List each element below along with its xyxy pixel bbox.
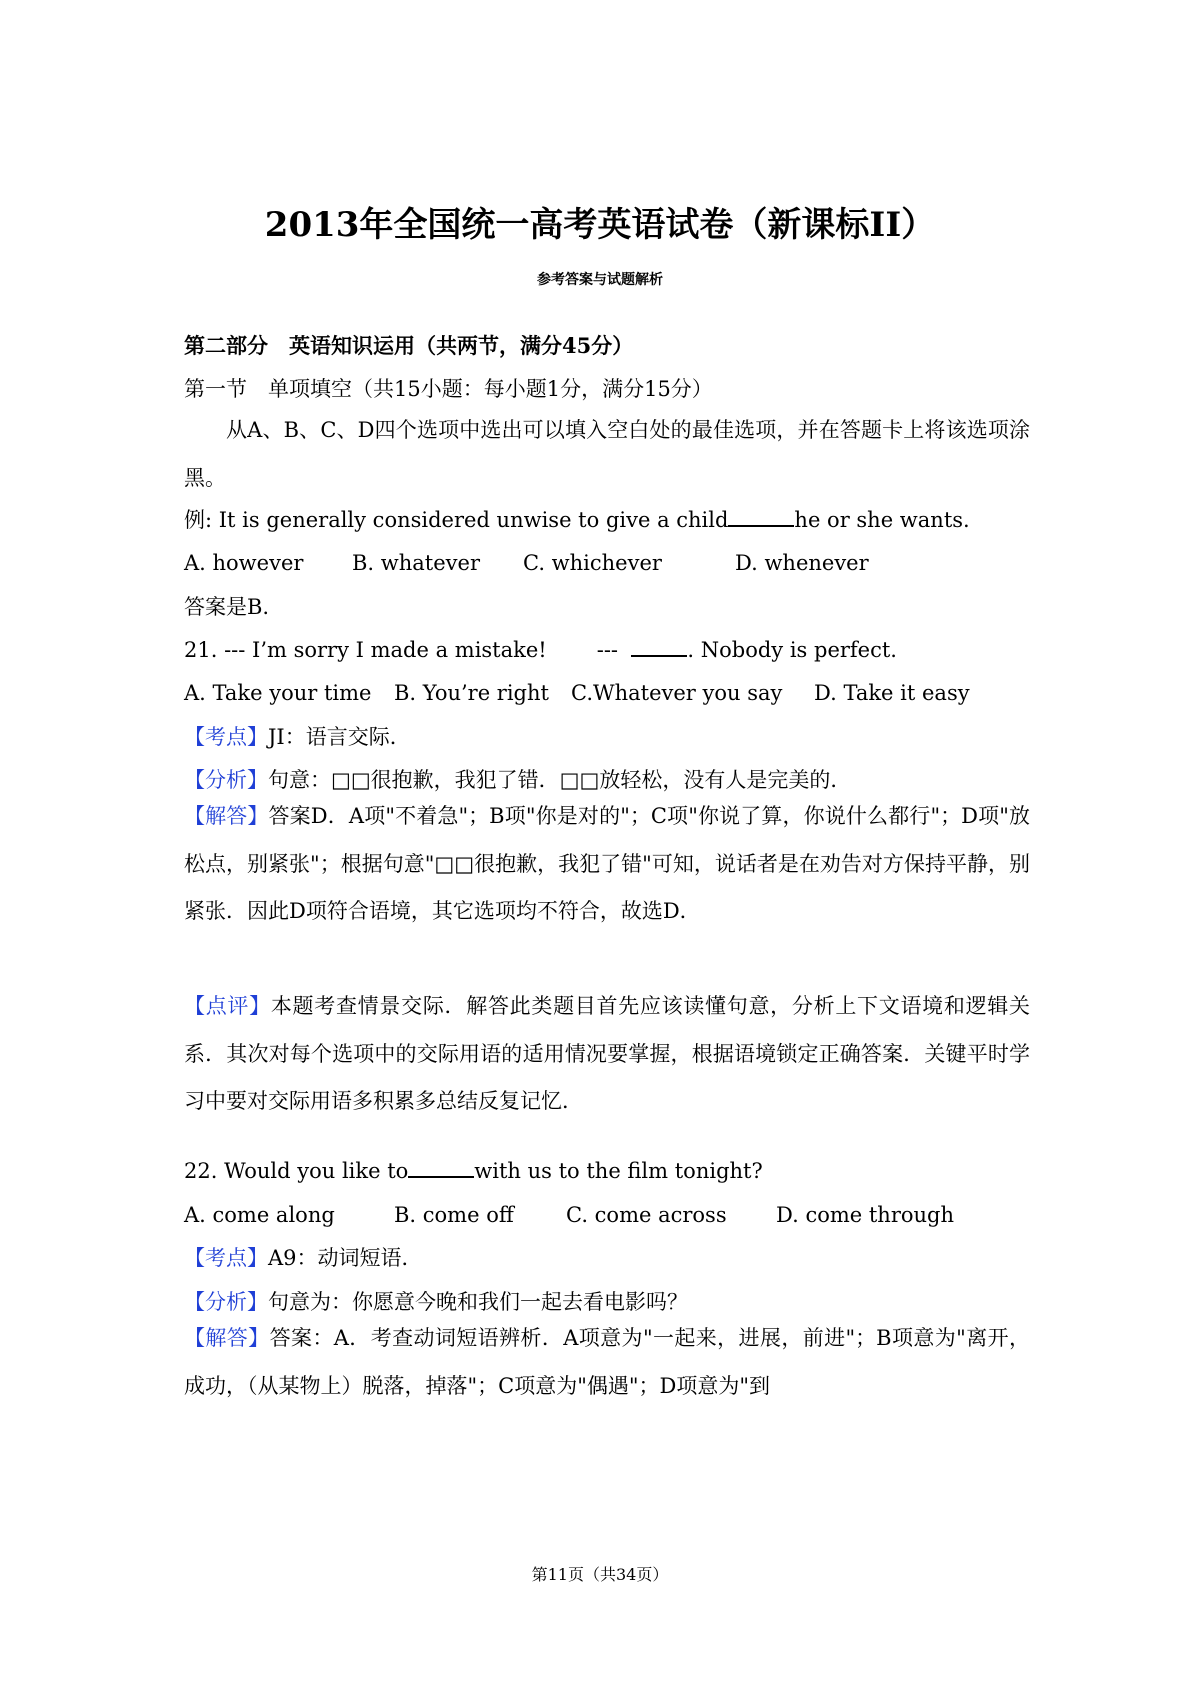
q21-option-a: A. Take your time [184,681,372,705]
kaodian-tag: 【考点】 [184,725,268,749]
answer-blank [408,1156,474,1178]
q21-stem-dash: --- [596,638,619,662]
example-option-a: A. however [184,551,304,575]
q21-stem-end: . Nobody is perfect. [687,638,897,662]
q21-fenxi [184,765,851,795]
example-answer: 答案是B. [184,595,270,619]
jieda-tag: 【解答】 [184,804,269,828]
q22-stem-end: with us to the film tonight? [474,1159,763,1183]
q22-jieda-text: 答案：A．考查动词短语辨析．A项意为"一起来，进展，前进"；B项意为"离开，成功，（从某物上）脱落，掉落"；C项意为"偶遇"；D项意为"到 [184,1326,1030,1398]
q21-option-c: C.Whatever you say [571,681,783,705]
q21-jieda-text: 答案D．A项"不着急"；B项"你是对的"；C项"你说了算，你说什么都行"；D项"放松点，别紧张"；根据句意"□□很抱歉，我犯了错"可知，说话者是在劝告对方保持平静，别紧张．因此D项符合语境，其它选项均不符合，故选D． [184,804,1030,923]
q22-fenxi-text: 句意为：你愿意今晚和我们一起去看电影吗？ [268,1290,688,1314]
q21-stem-start: 21. --- I’m sorry I made a mistake! [184,638,547,662]
q22-option-a: A. come along [184,1203,335,1227]
example-stem-start: 例: It is generally considered unwise to give a child [184,508,729,532]
q21-jieda [184,793,1030,936]
q22-jieda [184,1315,1030,1410]
subsection-heading: 第一节 单项填空（共15小题：每小题1分，满分15分） [184,377,713,401]
q21-dianping-text: 本题考查情景交际．解答此类题目首先应该读懂句意，分析上下文语境和逻辑关系．其次对每个选项中的交际用语的适用情况要掌握，根据语境锁定正确答案．关键平时学习中要对交际用语多积累多总结反复记忆． [184,994,1030,1113]
page-footer: 第11页（共34页） [531,1565,669,1584]
page-subtitle: 参考答案与试题解析 [537,272,663,288]
q21-fenxi-text: 句意：□□很抱歉，我犯了错．□□放轻松，没有人是完美的． [268,768,852,792]
jieda-tag: 【解答】 [184,1326,270,1350]
example-option-c: C. whichever [523,551,662,575]
q21-dianping [184,983,1030,1126]
fenxi-tag: 【分析】 [184,768,268,792]
q22-stem-start: 22. Would you like to [184,1159,409,1183]
q21-stem [184,635,897,665]
q22-stem [184,1156,763,1186]
example-stem [184,505,970,535]
q21-kaodian [184,722,411,752]
kaodian-tag: 【考点】 [184,1246,268,1270]
q21-kaodian-text: JI：语言交际． [268,725,411,749]
q22-option-d: D. come through [776,1203,954,1227]
page-title: 2013年全国统一高考英语试卷（新课标II） [264,205,936,245]
answer-blank [728,505,794,527]
instruction-text: 从A、B、C、D四个选项中选出可以填入空白处的最佳选项，并在答题卡上将该选项涂黑。 [184,418,1030,490]
answer-blank [631,635,687,657]
q22-fenxi [184,1287,688,1317]
fenxi-tag: 【分析】 [184,1290,268,1314]
q21-option-d: D. Take it easy [814,681,970,705]
example-option-b: B. whatever [352,551,480,575]
section-heading: 第二部分 英语知识运用（共两节，满分45分） [184,333,634,358]
example-stem-end: he or she wants. [794,508,970,532]
dianping-tag: 【点评】 [184,994,271,1018]
q22-option-c: C. come across [566,1203,727,1227]
q22-option-b: B. come off [394,1203,514,1227]
q22-kaodian-text: A9：动词短语． [268,1246,423,1270]
q21-option-b: B. You’re right [394,681,549,705]
q22-kaodian [184,1243,423,1273]
example-option-d: D. whenever [735,551,869,575]
